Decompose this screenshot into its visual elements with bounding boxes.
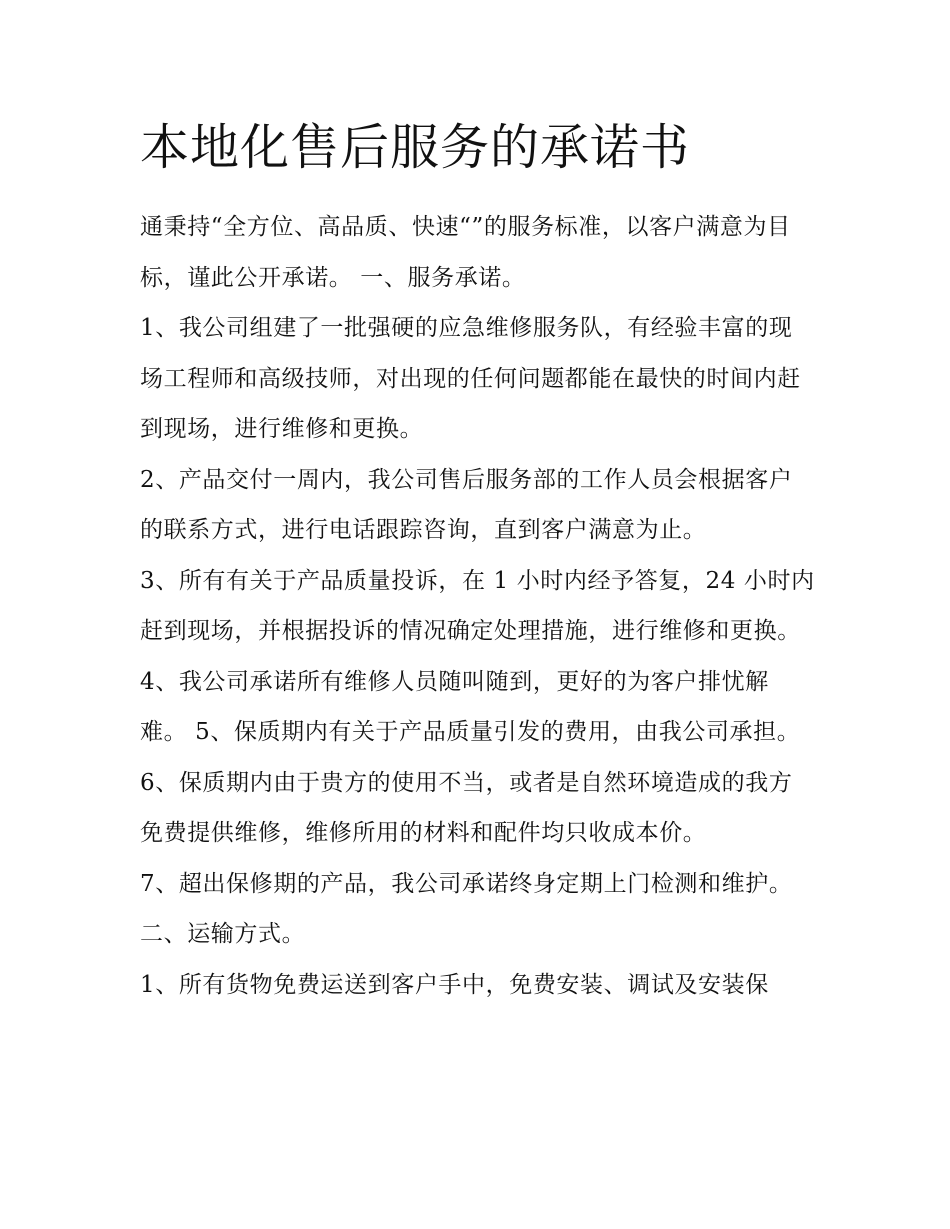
paragraph-item-3: 3、所有有关于产品质量投诉，在 1 小时内经予答复，24 小时内赶到现场，并根据投诉的情况确定处理措施，进行维修和更换。 (140, 567, 815, 644)
paragraph-item-7: 7、超出保修期的产品，我公司承诺终身定期上门检测和维护。 二、运输方式。 (140, 870, 793, 947)
paragraph-item-1: 1、我公司组建了一批强硬的应急维修服务队，有经验丰富的现场工程师和高级技师，对出现的任何问题都能在最快的时间内赶到现场，进行维修和更换。 (140, 315, 801, 442)
paragraph-item-6: 6、保质期内由于贵方的使用不当，或者是自然环境造成的我方免费提供维修，维修所用的材料和配件均只收成本价。 (140, 769, 793, 846)
document-body (140, 116, 815, 1010)
document-title: 本地化售后服务的承诺书 (140, 119, 691, 176)
paragraph-transport-1: 1、所有货物免费运送到客户手中，免费安装、调试及安装保 (140, 971, 769, 998)
paragraph-item-2: 2、产品交付一周内，我公司售后服务部的工作人员会根据客户的联系方式，进行电话跟踪咨询，直到客户满意为止。 (140, 466, 793, 543)
paragraph-item-4-5: 4、我公司承诺所有维修人员随叫随到，更好的为客户排忧解难。 5、保质期内有关于产品质量引发的费用，由我公司承担。 (140, 668, 801, 745)
paragraph-intro: 通秉持“全方位、高品质、快速“”的服务标准，以客户满意为目标，谨此公开承诺。 一、服务承诺。 (140, 214, 791, 291)
